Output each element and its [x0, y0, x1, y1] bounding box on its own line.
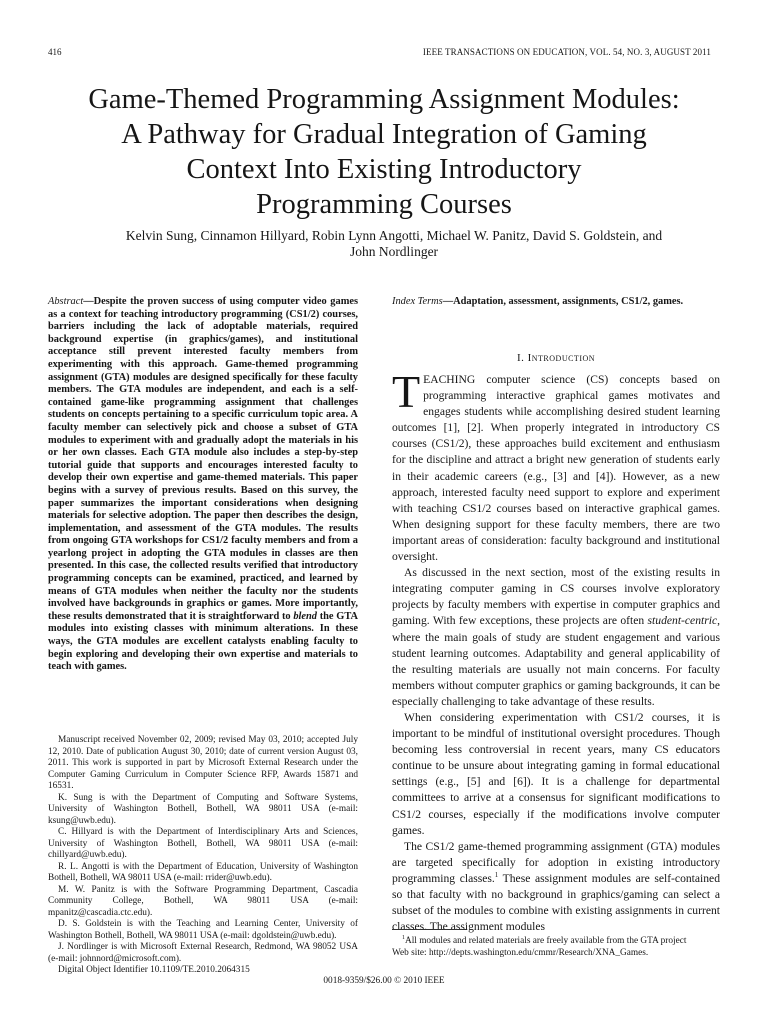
abstract-text: the GTA modules into existing classes with minimum alterations. In these ways, the GTA modules are excellent catalysts enabling faculty to begin exploring and developing their own expertise and materials to teach with games.	[48, 610, 358, 673]
author-affiliation: J. Nordlinger is with Microsoft External Research, Redmond, WA 98052 USA (e-mail: johnnord@microsoft.com).	[48, 942, 358, 964]
title-line: Programming Courses	[256, 189, 512, 220]
introduction-body	[392, 366, 720, 935]
author-affiliation: D. S. Goldstein is with the Teaching and Learning Center, University of Washington Bothell, Bothell, WA 98011 USA (e-mail: dgoldstein@uwb.edu).	[48, 919, 358, 941]
manuscript-footnotes	[48, 735, 358, 977]
doi-line: Digital Object Identifier 10.1109/TE.2010.2064315	[58, 965, 250, 975]
drop-cap: T	[392, 366, 421, 417]
section-heading: I. Introduction	[516, 352, 596, 364]
paragraph	[392, 839, 720, 936]
index-terms-label: Index Terms	[392, 296, 443, 307]
author-affiliation: M. W. Panitz is with the Software Programming Department, Cascadia Community College, Bothell, WA 98011 USA (e-mail: mpanitz@cascadia.ctc.edu).	[48, 884, 358, 918]
index-terms-text: —Adaptation, assessment, assignments, CS1/2, games.	[442, 296, 684, 307]
paragraph-text: These assignment modules are self-contained so that faculty with no background in graphics/gaming can select a subset of the modules to combine with existing assignments in current classes. The assignment modules	[392, 871, 720, 934]
paragraph: When considering experimentation with CS1/2 courses, it is important to be mindful of institutional oversight procedures. Though becoming less controversial in recent years, many CS educators continue to be unsure about integrating gaming in formal educational settings (e.g., [5] and [6]). It is a challenge for departmental committees to arrive at a consensus for significant modifications to CS1/2 courses, especially if the modifications involve computer games.	[392, 710, 720, 837]
author-affiliation: K. Sung is with the Department of Computing and Software Systems, University of Washington Bothell, Bothell, WA 98011 USA (e-mail: ksung@uwb.edu).	[48, 792, 358, 826]
title-line: Context Into Existing Introductory	[186, 154, 582, 185]
footnote-number: 1	[402, 934, 405, 941]
paragraph-emphasis: student-centric	[647, 614, 718, 628]
paragraph-text: The CS1/2 game-themed programming assignment (GTA) modules are targeted specifically for adoption in existing introductory programming classes.	[392, 839, 720, 885]
index-terms	[392, 296, 720, 309]
title-line: Game-Themed Programming Assignment Modules:	[88, 84, 680, 115]
abstract-text: —Despite the proven success of using computer video games as a context for teaching introductory programming (CS1/2) courses, barriers including the lack of adoptable materials, required background expertise (in graphics/games), and institutional acceptance still prevent interested faculty members from experimenting with this approach. Game-themed programming assignment (GTA) modules are designed specifically for these faculty members. The GTA modules are independent, and each is a self-contained game-like programming assignment that challenges students on concepts pertaining to a specific curriculum topic area. A faculty member can selectively pick and choose a subset of GTA modules to experiment with and gradually adopt the materials in his or her own classes. Each GTA module also includes a step-by-step tutorial guide that supports and encourages interested faculty to develop their own expertise and game-themed materials. This paper begins with a survey of previous results. Based on this survey, the paper summarizes the important considerations when designing materials for selective adoption. The paper then describes the design, implementation, and assessment of the GTA modules. The results from ongoing GTA workshops for CS1/2 faculty members and from a yearlong project in adopting the GTA modules in classes are then presented. In this case, the collected results verified that introductory programming concepts can be examined, practiced, and learned by means of GTA modules when neither the faculty nor the students involved have backgrounds in graphics or games. More importantly, these results demonstrated that it is straightforward to	[48, 296, 358, 622]
author-line: Kelvin Sung, Cinnamon Hillyard, Robin Lynn Angotti, Michael W. Panitz, David S. Goldstein, and	[125, 228, 663, 243]
footnote-text: All modules and related materials are freely available from the GTA project	[405, 936, 687, 946]
page-number: 416	[48, 47, 62, 57]
author-affiliation: R. L. Angotti is with the Department of Education, University of Washington Bothell, Bothell, WA 98011 USA (e-mail: rrider@uwb.edu).	[48, 861, 358, 883]
author-list	[60, 228, 728, 260]
abstract-emphasis: blend	[293, 610, 317, 622]
footnote-marker: 1	[494, 871, 499, 880]
paper-title	[40, 82, 728, 222]
footnote	[392, 936, 720, 959]
footnote-divider	[392, 929, 466, 930]
paragraph-text: As discussed in the next section, most of the existing results in integrating computer gaming in CS courses involve exploratory projects by faculty members with expertise in computer graphics and gaming. With few exceptions, these projects are often	[392, 566, 720, 628]
paragraph-text: EACHING computer science (CS) concepts based on programming interactive graphical games motivates and engages students while accomplishing desired student learning outcomes [1], [2]. When properly integrated in introductory CS courses (CS1/2), these approaches build excitement and enthusiasm for the discipline and attract a bright new generation of students early in their academic careers (e.g., [3] and [4]). However, as a new approach, interested faculty need support to explore and experiment with teaching CS1/2 courses based on interactive graphical games. When designing support for these faculty members, there are two important areas of consideration: faculty background and institutional oversight.	[392, 373, 720, 564]
paragraph	[392, 565, 720, 710]
running-header: IEEE TRANSACTIONS ON EDUCATION, VOL. 54, NO. 3, AUGUST 2011	[422, 47, 711, 57]
manuscript-note: Manuscript received November 02, 2009; revised May 03, 2010; accepted July 12, 2010. Date of publication August 30, 2010; date of current version August 03, 2011. This work is supported in part by Microsoft External Research under the Computer Gaming Curriculum in Computer Science RFP, Awards 15871 and 16531.	[48, 735, 358, 791]
paragraph	[392, 366, 720, 565]
footnote-line: Web site: http://depts.washington.edu/cmmr/Research/XNA_Games.	[392, 947, 649, 958]
footnote-line	[392, 936, 720, 948]
abstract	[48, 296, 358, 674]
author-line: John Nordlinger	[349, 244, 439, 259]
title-line: A Pathway for Gradual Integration of Gaming	[121, 119, 647, 150]
copyright-line: 0018-9359/$26.00 © 2010 IEEE	[323, 976, 445, 986]
author-affiliation: C. Hillyard is with the Department of Interdisciplinary Arts and Sciences, University of Washington Bothell, Bothell, WA 98011 USA (e-mail: chillyard@uwb.edu).	[48, 827, 358, 860]
paragraph-text: , where the main goals of study are student engagement and various student learning outcomes. Adaptability and general applicability of the resulting materials are usually not main concerns. For faculty members without computer graphics or gaming backgrounds, it can be especially challenging to take advantage of these results.	[392, 614, 720, 708]
abstract-label: Abstract	[48, 296, 84, 307]
